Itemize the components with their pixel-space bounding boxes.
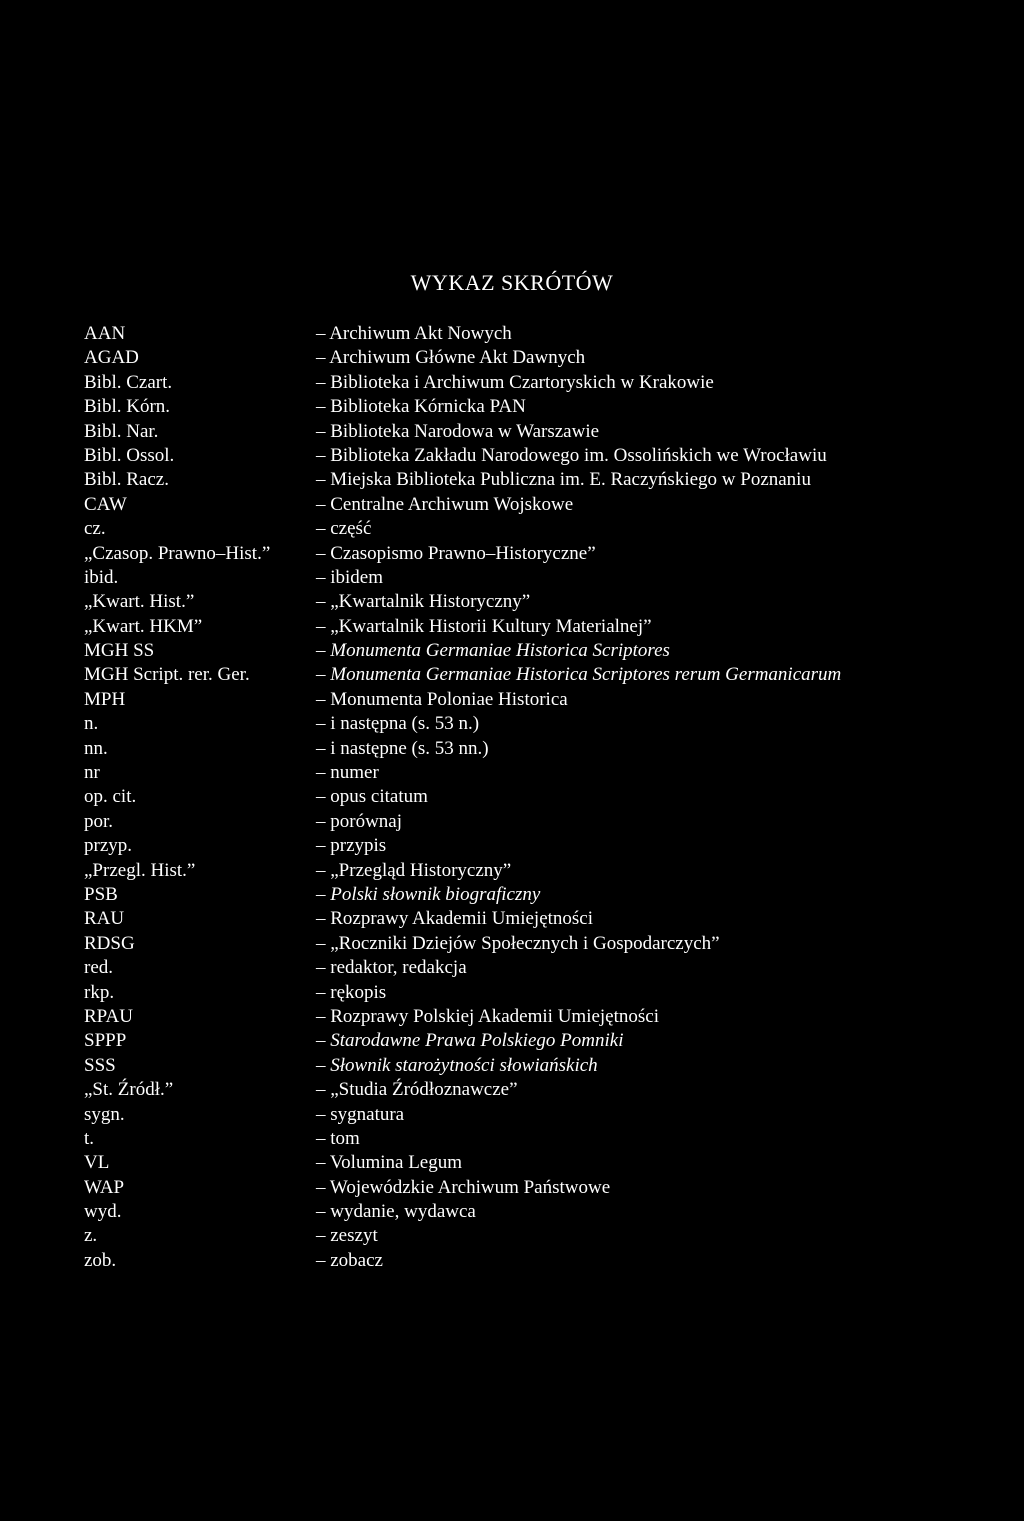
abbreviation-term: Bibl. Ossol.	[84, 444, 175, 466]
abbreviation-term: RAU	[84, 908, 125, 930]
abbreviation-definition: – Centralne Archiwum Wojskowe	[316, 493, 574, 515]
abbreviation-term: „Przegl. Hist.”	[84, 859, 196, 881]
abbreviation-row	[84, 517, 984, 541]
abbreviation-term: n.	[84, 713, 99, 735]
abbreviation-term: Bibl. Czart.	[84, 371, 173, 393]
abbreviation-term: cz.	[84, 518, 106, 540]
abbreviation-row	[84, 590, 984, 614]
abbreviation-term: sygn.	[84, 1103, 125, 1125]
abbreviation-term: nn.	[84, 737, 108, 759]
abbreviation-term: op. cit.	[84, 786, 137, 808]
abbreviation-term: RDSG	[84, 932, 135, 954]
abbreviation-definition: – Biblioteka Kórnicka PAN	[316, 396, 526, 418]
abbreviation-definition: – Monumenta Germaniae Historica Scriptores	[316, 640, 670, 662]
abbreviation-row	[84, 712, 984, 736]
abbreviation-row	[84, 883, 984, 907]
abbreviation-definition: – Starodawne Prawa Polskiego Pomniki	[316, 1030, 624, 1052]
abbreviation-definition: – i następna (s. 53 n.)	[316, 713, 480, 735]
abbreviation-definition: – Polski słownik biograficzny	[316, 883, 541, 905]
abbreviation-term: „Kwart. HKM”	[84, 615, 203, 637]
abbreviation-term: t.	[84, 1127, 95, 1149]
abbreviation-definition: – „Kwartalnik Historii Kultury Materialnej”	[316, 615, 652, 637]
abbreviation-definition: – Czasopismo Prawno–Historyczne”	[316, 542, 596, 564]
abbreviation-row	[84, 810, 984, 834]
abbreviation-definition: – porównaj	[316, 810, 403, 832]
page-title: WYKAZ SKRÓTÓW	[410, 270, 614, 295]
abbreviation-term: CAW	[84, 493, 127, 515]
abbreviation-row	[84, 1151, 984, 1175]
abbreviation-row	[84, 785, 984, 809]
abbreviation-row	[84, 981, 984, 1005]
abbreviation-definition: – część	[316, 518, 372, 540]
abbreviation-term: WAP	[84, 1176, 125, 1198]
abbreviation-row	[84, 1249, 984, 1273]
abbreviation-term: wyd.	[84, 1201, 122, 1223]
abbreviation-row	[84, 834, 984, 858]
abbreviation-definition: – zeszyt	[316, 1225, 378, 1247]
abbreviation-definition: – opus citatum	[316, 786, 428, 808]
abbreviation-definition: – Miejska Biblioteka Publiczna im. E. Raczyńskiego w Poznaniu	[316, 469, 811, 491]
abbreviation-term: zob.	[84, 1249, 117, 1271]
abbreviation-definition: – Biblioteka i Archiwum Czartoryskich w Krakowie	[316, 371, 714, 393]
abbreviation-term: RPAU	[84, 1005, 133, 1027]
abbreviation-row	[84, 444, 984, 468]
abbreviation-row	[84, 663, 984, 687]
abbreviation-row	[84, 1005, 984, 1029]
abbreviation-row	[84, 1127, 984, 1151]
abbreviation-row	[84, 346, 984, 370]
abbreviation-term: MPH	[84, 688, 126, 710]
abbreviation-term: Bibl. Kórn.	[84, 396, 171, 418]
abbreviation-definition: – i następne (s. 53 nn.)	[316, 737, 489, 759]
abbreviation-definition: – rękopis	[316, 981, 387, 1003]
abbreviation-term: AAN	[84, 323, 126, 344]
abbreviation-row	[84, 1224, 984, 1248]
abbreviation-definition: – „Roczniki Dziejów Społecznych i Gospodarczych”	[316, 932, 720, 954]
abbreviation-definition: – Volumina Legum	[316, 1152, 463, 1174]
abbreviation-term: Bibl. Racz.	[84, 469, 169, 491]
abbreviation-row	[84, 1176, 984, 1200]
abbreviation-term: przyp.	[84, 835, 133, 857]
abbreviation-row	[84, 420, 984, 444]
abbreviation-term: z.	[84, 1225, 98, 1247]
abbreviation-definition: – Wojewódzkie Archiwum Państwowe	[316, 1176, 611, 1198]
abbreviation-definition: – Rozprawy Polskiej Akademii Umiejętności	[316, 1005, 660, 1027]
abbreviation-term: Bibl. Nar.	[84, 420, 159, 442]
abbreviation-definition: – Monumenta Poloniae Historica	[316, 688, 568, 710]
abbreviation-row	[84, 322, 984, 346]
abbreviation-row	[84, 493, 984, 517]
abbreviation-definition: – „Kwartalnik Historyczny”	[316, 591, 531, 613]
abbreviation-definition: – redaktor, redakcja	[316, 957, 467, 979]
abbreviation-definition: – wydanie, wydawca	[316, 1201, 476, 1223]
abbreviation-row	[84, 859, 984, 883]
abbreviation-row	[84, 542, 984, 566]
abbreviation-term: ibid.	[84, 566, 119, 588]
abbreviation-row	[84, 1078, 984, 1102]
abbreviation-definition: – zobacz	[316, 1249, 383, 1271]
abbreviation-term: AGAD	[84, 347, 139, 369]
abbreviation-row	[84, 737, 984, 761]
abbreviation-definition: – Monumenta Germaniae Historica Scriptores rerum Germanicarum	[316, 664, 842, 686]
abbreviation-row	[84, 688, 984, 712]
abbreviation-term: nr	[84, 762, 100, 784]
abbreviation-row	[84, 1103, 984, 1127]
abbreviation-definition: – Biblioteka Zakładu Narodowego im. Ossolińskich we Wrocławiu	[316, 444, 827, 466]
abbreviation-term: „Kwart. Hist.”	[84, 591, 195, 613]
abbreviation-definition: – Słownik starożytności słowiańskich	[316, 1054, 598, 1076]
abbreviation-term: „St. Źródł.”	[84, 1079, 174, 1101]
abbreviation-row	[84, 468, 984, 492]
abbreviation-term: MGH Script. rer. Ger.	[84, 664, 250, 686]
abbreviation-definition: – Rozprawy Akademii Umiejętności	[316, 908, 594, 930]
abbreviation-definition: – Archiwum Akt Nowych	[316, 323, 512, 344]
abbreviation-definition: – sygnatura	[316, 1103, 405, 1125]
abbreviation-row	[84, 371, 984, 395]
abbreviation-term: SPPP	[84, 1030, 127, 1052]
abbreviation-term: „Czasop. Prawno–Hist.”	[84, 542, 271, 564]
abbreviation-row	[84, 615, 984, 639]
abbreviation-row	[84, 761, 984, 785]
abbreviation-definition: – tom	[316, 1127, 360, 1149]
abbreviation-row	[84, 1200, 984, 1224]
abbreviation-term: PSB	[84, 883, 118, 905]
abbreviation-definition: – „Przegląd Historyczny”	[316, 859, 512, 881]
abbreviation-definition: – ibidem	[316, 566, 384, 588]
abbreviation-row	[84, 907, 984, 931]
abbreviation-definition: – Archiwum Główne Akt Dawnych	[316, 347, 586, 369]
abbreviation-row	[84, 1054, 984, 1078]
abbreviation-row	[84, 932, 984, 956]
abbreviation-term: por.	[84, 810, 114, 832]
abbreviation-term: red.	[84, 957, 114, 979]
abbreviation-definition: – Biblioteka Narodowa w Warszawie	[316, 420, 600, 442]
abbreviation-row	[84, 639, 984, 663]
abbreviation-definition: – „Studia Źródłoznawcze”	[316, 1079, 518, 1101]
abbreviation-row	[84, 956, 984, 980]
abbreviation-list	[84, 322, 984, 1273]
abbreviation-term: SSS	[84, 1054, 116, 1076]
abbreviation-term: rkp.	[84, 981, 115, 1003]
abbreviation-row	[84, 1029, 984, 1053]
abbreviation-row	[84, 395, 984, 419]
abbreviation-term: MGH SS	[84, 640, 155, 662]
abbreviation-term: VL	[84, 1152, 110, 1174]
abbreviation-definition: – numer	[316, 762, 379, 784]
abbreviation-definition: – przypis	[316, 835, 387, 857]
abbreviation-row	[84, 566, 984, 590]
